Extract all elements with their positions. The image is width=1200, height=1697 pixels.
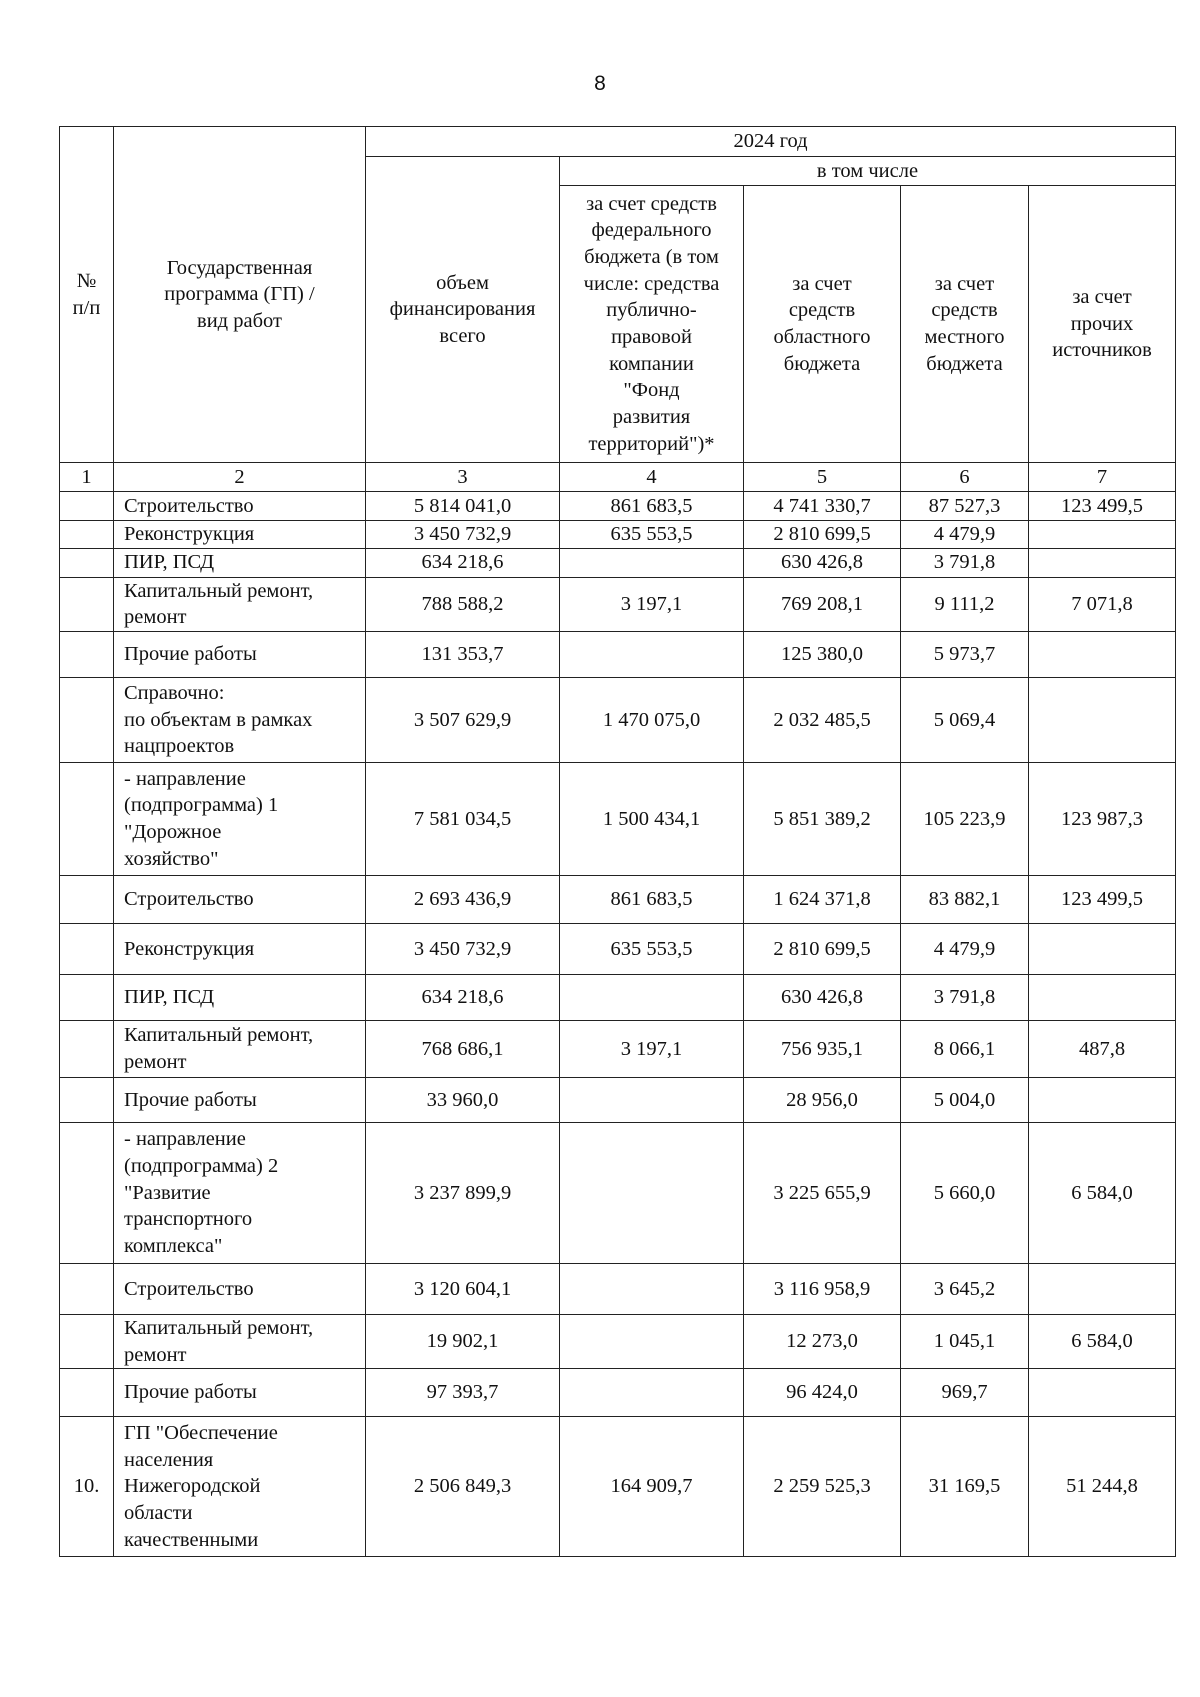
row-number: [60, 521, 114, 549]
total-cell: 97 393,7: [366, 1369, 560, 1417]
row-name: Справочно: по объектам в рамках нацпроектов: [114, 677, 366, 762]
column-number: 7: [1029, 463, 1176, 492]
total-cell: 3 450 732,9: [366, 521, 560, 549]
row-name: ПИР, ПСД: [114, 548, 366, 577]
total-cell: 788 588,2: [366, 577, 560, 631]
federal-cell: [560, 1077, 744, 1122]
page-number: 8: [594, 72, 606, 95]
local-cell: 5 069,4: [901, 677, 1029, 762]
local-cell: 5 004,0: [901, 1077, 1029, 1122]
regional-cell: 3 116 958,9: [744, 1263, 901, 1314]
federal-cell: 3 197,1: [560, 1020, 744, 1077]
total-cell: 3 507 629,9: [366, 677, 560, 762]
table-row: [60, 1020, 1176, 1077]
regional-cell: 769 208,1: [744, 577, 901, 631]
local-cell: 9 111,2: [901, 577, 1029, 631]
row-name: Капитальный ремонт, ремонт: [114, 1314, 366, 1368]
total-cell: 3 120 604,1: [366, 1263, 560, 1314]
local-cell: 5 660,0: [901, 1122, 1029, 1263]
federal-cell: 861 683,5: [560, 492, 744, 521]
row-number: [60, 762, 114, 875]
total-cell: 634 218,6: [366, 548, 560, 577]
table-row: [60, 1417, 1176, 1557]
federal-cell: [560, 631, 744, 677]
local-cell: 87 527,3: [901, 492, 1029, 521]
row-number: 10.: [60, 1417, 114, 1557]
row-name: Реконструкция: [114, 923, 366, 974]
federal-cell: 635 553,5: [560, 923, 744, 974]
regional-cell: 630 426,8: [744, 548, 901, 577]
table-row: [60, 677, 1176, 762]
row-name: - направление (подпрограмма) 1 "Дорожное хозяйство": [114, 762, 366, 875]
row-number: [60, 677, 114, 762]
header-col-local: за счет средств местного бюджета: [901, 186, 1029, 463]
federal-cell: [560, 1314, 744, 1368]
other-cell: [1029, 548, 1176, 577]
regional-cell: 5 851 389,2: [744, 762, 901, 875]
federal-cell: 1 500 434,1: [560, 762, 744, 875]
header-col-other: за счет прочих источников: [1029, 186, 1176, 463]
row-name: Строительство: [114, 1263, 366, 1314]
other-cell: 123 499,5: [1029, 875, 1176, 923]
row-number: [60, 577, 114, 631]
regional-cell: 2 259 525,3: [744, 1417, 901, 1557]
other-cell: [1029, 923, 1176, 974]
regional-cell: 12 273,0: [744, 1314, 901, 1368]
row-name: Реконструкция: [114, 521, 366, 549]
regional-cell: 2 032 485,5: [744, 677, 901, 762]
total-cell: 634 218,6: [366, 974, 560, 1020]
row-name: Строительство: [114, 875, 366, 923]
federal-cell: [560, 1263, 744, 1314]
other-cell: [1029, 974, 1176, 1020]
regional-cell: 2 810 699,5: [744, 923, 901, 974]
regional-cell: 4 741 330,7: [744, 492, 901, 521]
table-row: [60, 762, 1176, 875]
row-number: [60, 1020, 114, 1077]
other-cell: 7 071,8: [1029, 577, 1176, 631]
header-including: в том числе: [560, 157, 1176, 186]
other-cell: 123 499,5: [1029, 492, 1176, 521]
local-cell: 3 791,8: [901, 548, 1029, 577]
row-number: [60, 923, 114, 974]
row-number: [60, 1077, 114, 1122]
header-col-no: № п/п: [60, 127, 114, 463]
column-number-row: [60, 463, 1176, 492]
row-name: - направление (подпрограмма) 2 "Развитие транспортного комплекса": [114, 1122, 366, 1263]
local-cell: 5 973,7: [901, 631, 1029, 677]
row-number: [60, 1122, 114, 1263]
total-cell: 5 814 041,0: [366, 492, 560, 521]
row-number: [60, 1263, 114, 1314]
column-number: 4: [560, 463, 744, 492]
federal-cell: 635 553,5: [560, 521, 744, 549]
other-cell: [1029, 1369, 1176, 1417]
budget-table: [59, 126, 1176, 1557]
header-year: 2024 год: [366, 127, 1176, 157]
row-name: Прочие работы: [114, 631, 366, 677]
regional-cell: 630 426,8: [744, 974, 901, 1020]
table-row: [60, 1263, 1176, 1314]
total-cell: 2 693 436,9: [366, 875, 560, 923]
total-cell: 3 237 899,9: [366, 1122, 560, 1263]
federal-cell: 164 909,7: [560, 1417, 744, 1557]
table-row: [60, 492, 1176, 521]
column-number: 2: [114, 463, 366, 492]
other-cell: [1029, 631, 1176, 677]
total-cell: 33 960,0: [366, 1077, 560, 1122]
table-row: [60, 875, 1176, 923]
row-name: Прочие работы: [114, 1077, 366, 1122]
local-cell: 83 882,1: [901, 875, 1029, 923]
other-cell: 487,8: [1029, 1020, 1176, 1077]
column-number: 5: [744, 463, 901, 492]
local-cell: 3 791,8: [901, 974, 1029, 1020]
local-cell: 105 223,9: [901, 762, 1029, 875]
table-row: [60, 1369, 1176, 1417]
local-cell: 4 479,9: [901, 521, 1029, 549]
regional-cell: 28 956,0: [744, 1077, 901, 1122]
row-name: Строительство: [114, 492, 366, 521]
table-row: [60, 548, 1176, 577]
column-number: 6: [901, 463, 1029, 492]
other-cell: 123 987,3: [1029, 762, 1176, 875]
regional-cell: 756 935,1: [744, 1020, 901, 1077]
other-cell: [1029, 521, 1176, 549]
local-cell: 4 479,9: [901, 923, 1029, 974]
column-number: 1: [60, 463, 114, 492]
row-number: [60, 492, 114, 521]
table-row: [60, 923, 1176, 974]
local-cell: 3 645,2: [901, 1263, 1029, 1314]
local-cell: 31 169,5: [901, 1417, 1029, 1557]
total-cell: 7 581 034,5: [366, 762, 560, 875]
column-number: 3: [366, 463, 560, 492]
row-name: ПИР, ПСД: [114, 974, 366, 1020]
local-cell: 969,7: [901, 1369, 1029, 1417]
federal-cell: 3 197,1: [560, 577, 744, 631]
row-number: [60, 1369, 114, 1417]
row-name: ГП "Обеспечение населения Нижегородской области качественными: [114, 1417, 366, 1557]
header-col-regional: за счет средств областного бюджета: [744, 186, 901, 463]
regional-cell: 96 424,0: [744, 1369, 901, 1417]
table-body: [60, 492, 1176, 1557]
row-number: [60, 631, 114, 677]
table-row: [60, 1314, 1176, 1368]
table-row: [60, 974, 1176, 1020]
local-cell: 1 045,1: [901, 1314, 1029, 1368]
table-row: [60, 577, 1176, 631]
federal-cell: 861 683,5: [560, 875, 744, 923]
regional-cell: 1 624 371,8: [744, 875, 901, 923]
table-row: [60, 631, 1176, 677]
federal-cell: [560, 1122, 744, 1263]
header-col-program: Государственная программа (ГП) / вид работ: [114, 127, 366, 463]
federal-cell: [560, 974, 744, 1020]
table-row: [60, 1122, 1176, 1263]
other-cell: 6 584,0: [1029, 1314, 1176, 1368]
regional-cell: 125 380,0: [744, 631, 901, 677]
federal-cell: [560, 1369, 744, 1417]
row-name: Прочие работы: [114, 1369, 366, 1417]
regional-cell: 2 810 699,5: [744, 521, 901, 549]
total-cell: 2 506 849,3: [366, 1417, 560, 1557]
row-number: [60, 1314, 114, 1368]
row-name: Капитальный ремонт, ремонт: [114, 577, 366, 631]
header-col-total: объем финансирования всего: [366, 157, 560, 463]
row-number: [60, 974, 114, 1020]
row-number: [60, 875, 114, 923]
other-cell: 51 244,8: [1029, 1417, 1176, 1557]
table-row: [60, 1077, 1176, 1122]
total-cell: 19 902,1: [366, 1314, 560, 1368]
other-cell: 6 584,0: [1029, 1122, 1176, 1263]
other-cell: [1029, 1077, 1176, 1122]
local-cell: 8 066,1: [901, 1020, 1029, 1077]
regional-cell: 3 225 655,9: [744, 1122, 901, 1263]
total-cell: 131 353,7: [366, 631, 560, 677]
total-cell: 768 686,1: [366, 1020, 560, 1077]
row-name: Капитальный ремонт, ремонт: [114, 1020, 366, 1077]
federal-cell: [560, 548, 744, 577]
other-cell: [1029, 677, 1176, 762]
row-number: [60, 548, 114, 577]
total-cell: 3 450 732,9: [366, 923, 560, 974]
federal-cell: 1 470 075,0: [560, 677, 744, 762]
table-row: [60, 521, 1176, 549]
header-col-federal: за счет средств федерального бюджета (в том числе: средства публично- правовой компании "Фонд развития территорий")*: [560, 186, 744, 463]
other-cell: [1029, 1263, 1176, 1314]
